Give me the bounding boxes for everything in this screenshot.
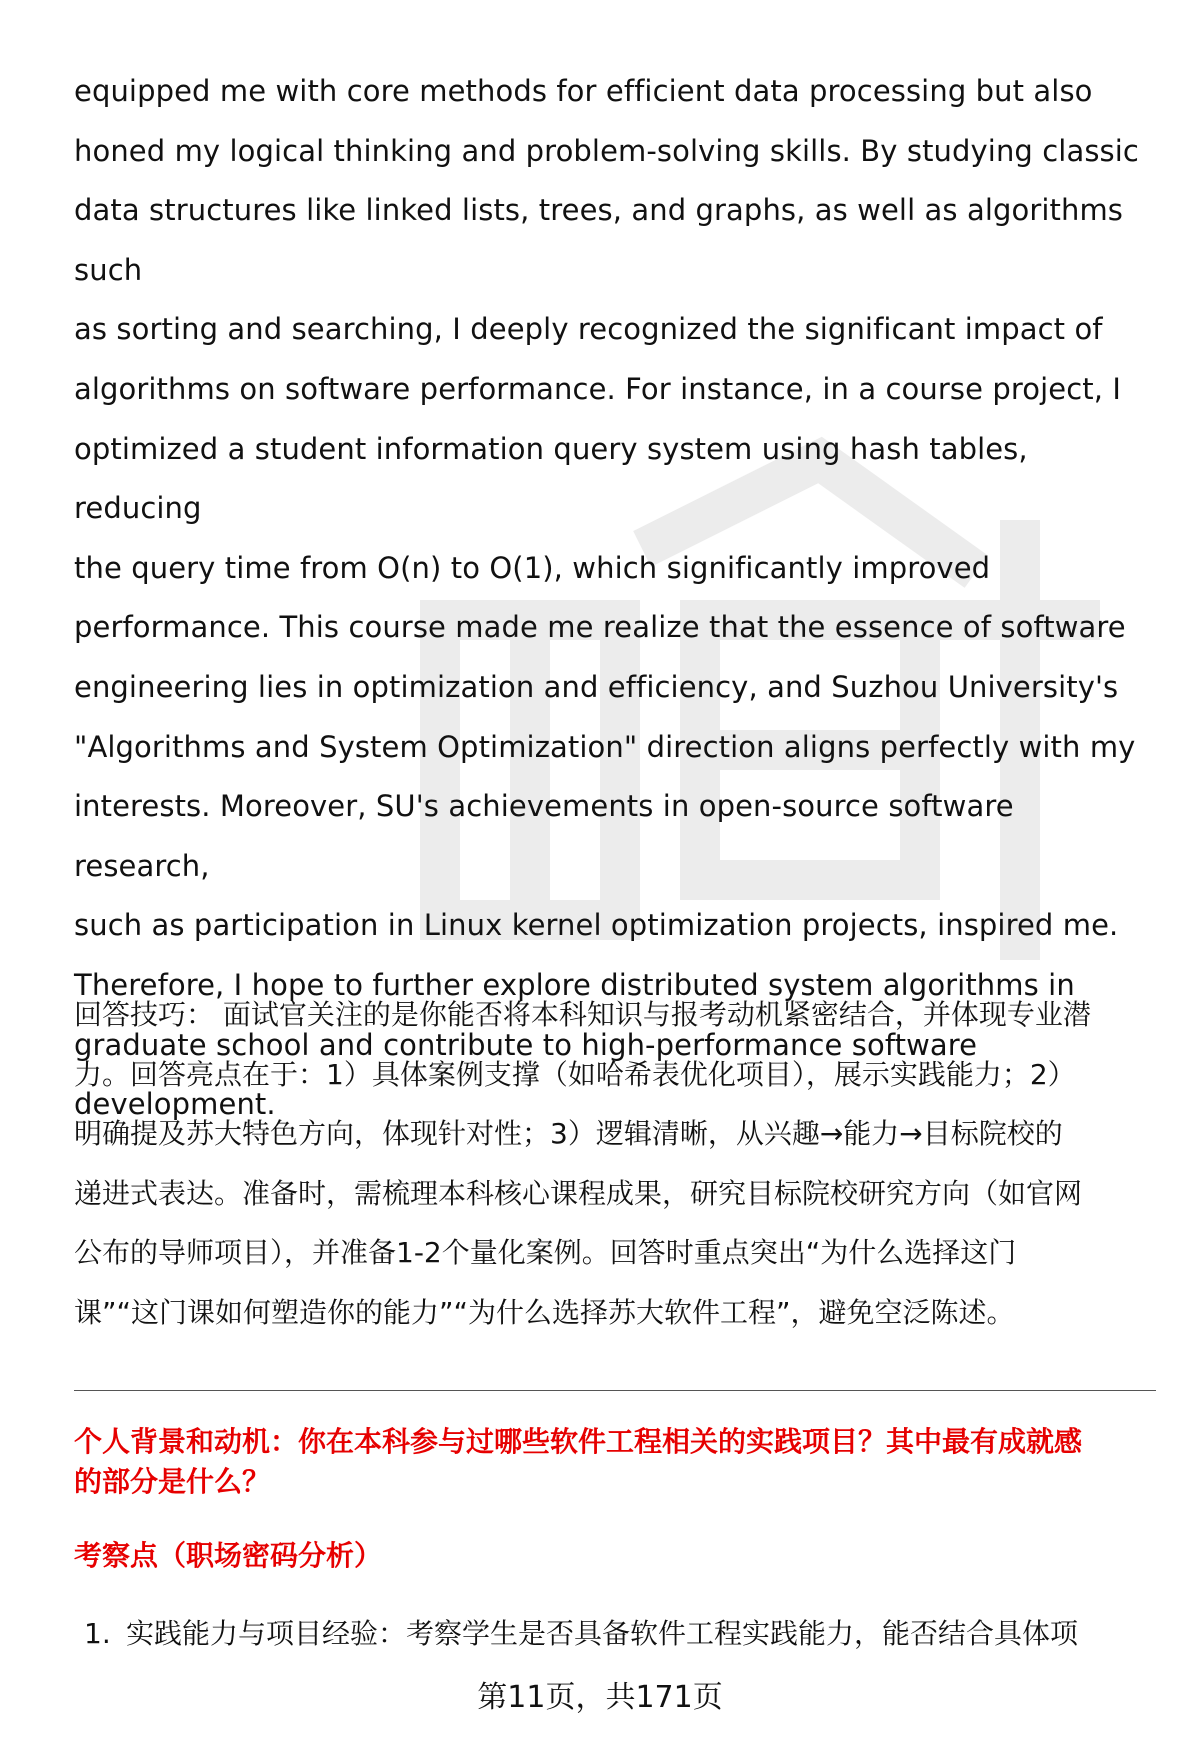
- list-item: [84, 1614, 1164, 1654]
- section-divider: [74, 1390, 1156, 1391]
- exam-points-heading: 考察点（职场密码分析）: [74, 1539, 383, 1572]
- list-item-number: 1.: [84, 1617, 111, 1650]
- page-number-footer: 第11页，共171页: [477, 1680, 723, 1715]
- answer-tips-paragraph: 回答技巧： 面试官关注的是你能否将本科知识与报考动机紧密结合，并体现专业潜 力。回答亮点在于：1）具体案例支撑（如哈希表优化项目），展示实践能力；2） 明确提及苏大特色方向，体现针对性；3）逻辑清晰，从兴趣→能力→目标院校的 递进式表达。准备时，需梳理本科核心课程成果，研究目标院校研究方向（如官网 公布的导师项目），并准备1-2个量化案例。回答时重点突出“为什么选择这门 课”“这门课如何塑造你的能力”“为什么选择苏大软件工程”，避免空泛陈述。: [74, 998, 1091, 1329]
- english-answer-paragraph: equipped me with core methods for efficient data processing but also honed my logical thinking and problem-solving skills. By studying classic data structures like linked lists, trees, and graphs, as well as algorithms such as sorting and searching, I deeply recognized the significant impact of algorithms on software performance. For instance, in a course project, I optimized a student information query system using hash tables, reducing the query time from O(n) to O(1), which significantly improved performance. This course made me realize that the essence of software engineering lies in optimization and efficiency, and Suzhou University's "Algorithms and System Optimization" direction aligns perfectly with my interests. Moreover, SU's achievements in open-source software research, such as participation in Linux kernel optimization projects, inspired me. Therefore, I hope to further explore distributed system algorithms in graduate school and contribute to high-performance software development.: [74, 74, 1139, 1122]
- question-heading: 个人背景和动机：你在本科参与过哪些软件工程相关的实践项目？其中最有成就感 的部分是什么？: [74, 1425, 1083, 1498]
- list-item-text: 实践能力与项目经验：考察学生是否具备软件工程实践能力，能否结合具体项: [126, 1617, 1079, 1650]
